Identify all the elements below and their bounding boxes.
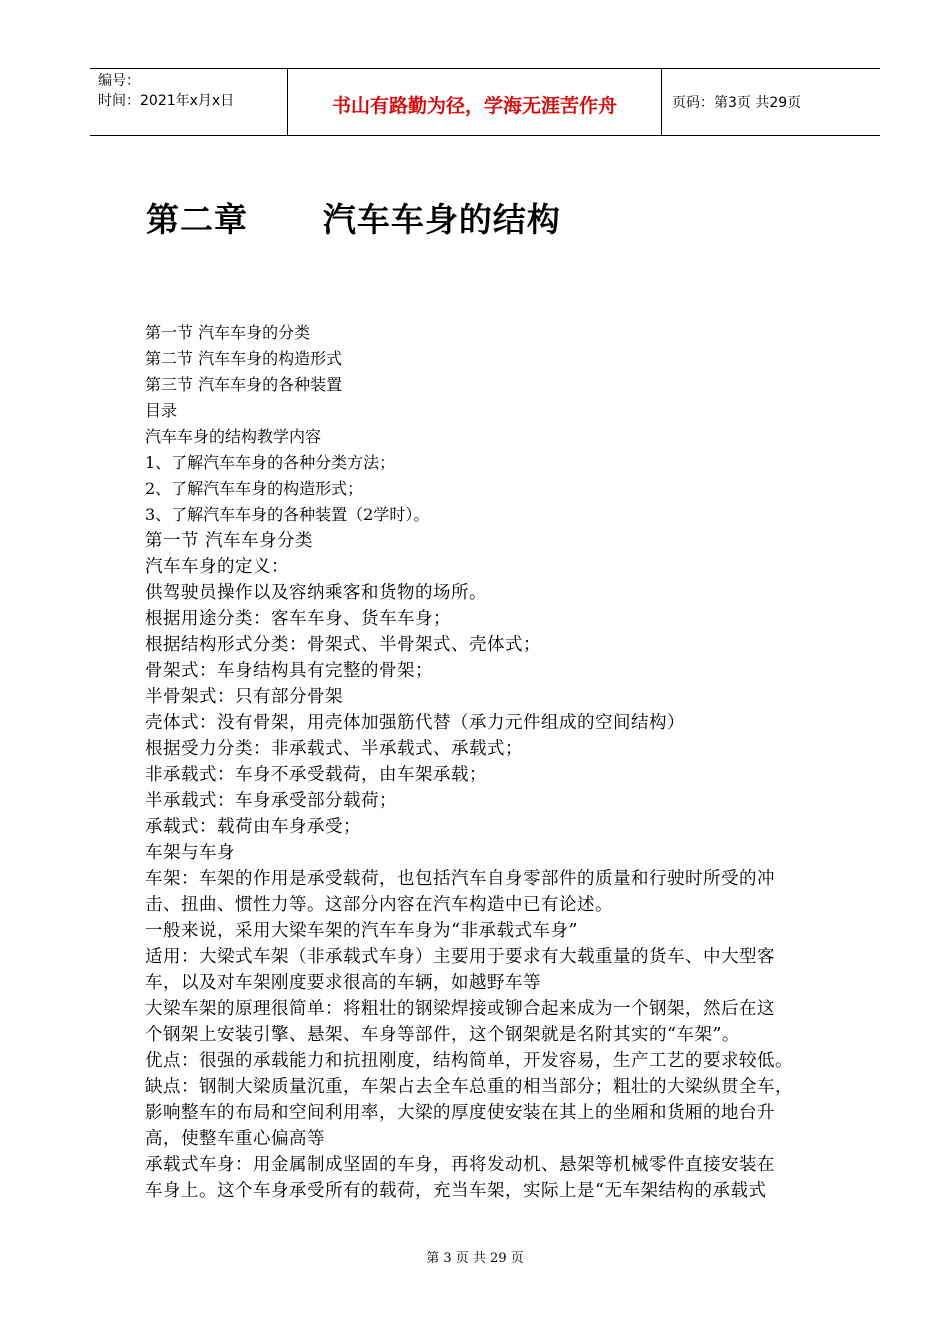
body-line: 大梁车架的原理很简单：将粗壮的钢梁焊接或铆合起来成为一个钢架，然后在这: [145, 999, 775, 1019]
body-text: [145, 320, 835, 1204]
body-line: 车架：车架的作用是承受载荷，也包括汽车自身零部件的质量和行驶时所受的冲: [145, 869, 775, 889]
body-line: 根据用途分类：客车车身、货车车身；: [145, 609, 451, 629]
body-line: 承载式：载荷由车身承受；: [145, 817, 361, 837]
body-line: 影响整车的布局和空间利用率，大梁的厚度使安装在其上的坐厢和货厢的地台升: [145, 1103, 775, 1123]
time-label: 时间：2021年x月x日: [98, 93, 235, 109]
body-line: 承载式车身：用金属制成坚固的车身，再将发动机、悬架等机械零件直接安装在: [145, 1155, 775, 1175]
body-line: 根据结构形式分类：骨架式、半骨架式、壳体式；: [145, 635, 541, 655]
body-line: 适用：大梁式车架（非承载式车身）主要用于要求有大载重量的货车、中大型客: [145, 947, 775, 967]
body-line: 目录: [145, 401, 178, 420]
body-line: 一般来说，采用大梁车架的汽车车身为“非承载式车身”: [145, 921, 578, 941]
body-line: 车，以及对车架刚度要求很高的车辆，如越野车等: [145, 973, 541, 993]
body-line: 第一节 汽车车身分类: [145, 531, 314, 551]
page-header: [90, 68, 880, 136]
body-line: 半骨架式：只有部分骨架: [145, 687, 343, 707]
body-line: 优点：很强的承载能力和抗扭刚度，结构简单，开发容易，生产工艺的要求较低。: [145, 1051, 793, 1071]
body-line: 汽车车身的结构教学内容: [145, 427, 322, 446]
body-line: 1、了解汽车车身的各种分类方法；: [145, 453, 396, 472]
header-page-info: 页码：第3页 共29页: [672, 95, 802, 111]
body-line: 第三节 汽车车身的各种装置: [145, 375, 343, 394]
body-line: 个钢架上安装引擎、悬架、车身等部件，这个钢架就是名附其实的“车架”。: [145, 1025, 740, 1045]
header-motto: 书山有路勤为径，学海无涯苦作舟: [288, 69, 662, 135]
page-footer: 第 3 页 共 29 页: [426, 1251, 524, 1266]
chapter-title: 第二章 汽车车身的结构: [146, 200, 561, 239]
body-line: 第一节 汽车车身的分类: [145, 323, 311, 342]
body-line: 非承载式：车身不承受载荷，由车架承载；: [145, 765, 487, 785]
header-meta: [90, 69, 288, 135]
body-line: 供驾驶员操作以及容纳乘客和货物的场所。: [145, 583, 487, 603]
body-line: 高，使整车重心偏高等: [145, 1129, 325, 1149]
body-line: 壳体式：没有骨架，用壳体加强筋代替（承力元件组成的空间结构）: [145, 713, 685, 733]
body-line: 车身上。这个车身承受所有的载荷，充当车架，实际上是“无车架结构的承载式: [145, 1181, 767, 1201]
body-line: 汽车车身的定义：: [145, 557, 289, 577]
body-line: 2、了解汽车车身的构造形式；: [145, 479, 364, 498]
serial-label: 编号：: [98, 73, 140, 89]
body-line: 击、扭曲、惯性力等。这部分内容在汽车构造中已有论述。: [145, 895, 613, 915]
body-line: 缺点：钢制大梁质量沉重，车架占去全车总重的相当部分；粗壮的大梁纵贯全车，: [145, 1077, 793, 1097]
body-line: 骨架式：车身结构具有完整的骨架；: [145, 661, 433, 681]
body-line: 半承载式：车身承受部分载荷；: [145, 791, 397, 811]
body-line: 车架与车身: [145, 843, 235, 863]
body-line: 3、了解汽车车身的各种装置（2学时）。: [145, 505, 430, 524]
body-line: 根据受力分类：非承载式、半承载式、承载式；: [145, 739, 523, 759]
body-line: 第二节 汽车车身的构造形式: [145, 349, 343, 368]
